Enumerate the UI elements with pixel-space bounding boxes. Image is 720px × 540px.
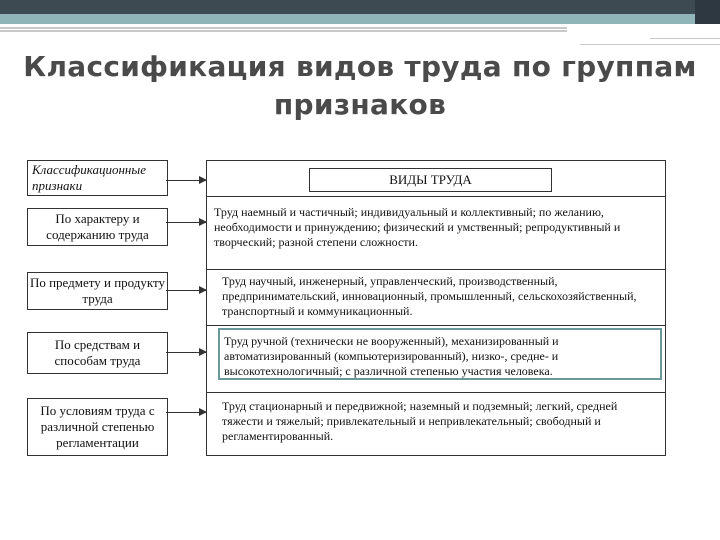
types-text-1: Труд наемный и частичный; индивидуальный и коллективный; по желанию, необходимости и принуждению; физический и умственный; репродуктивный и творческий; разной степени сложности. xyxy=(214,205,621,249)
top-right-block xyxy=(695,0,720,24)
arrow-connector xyxy=(166,290,206,291)
types-header: ВИДЫ ТРУДА xyxy=(309,168,552,192)
types-text-3: Труд ручной (технически не вооруженный), механизированный и автоматизированный (компьютеризированный), низко-, средне- и высокотехнологичный; с различной степенью участия человека. xyxy=(224,334,559,378)
decor-line xyxy=(0,27,567,29)
decor-line xyxy=(580,44,720,45)
criterion-label: По предмету и продукту труда xyxy=(29,275,166,306)
criterion-label: По условиям труда с различной степенью регламентации xyxy=(40,403,155,450)
slide-top-decoration xyxy=(0,0,720,28)
row-divider xyxy=(207,269,665,270)
left-header-box xyxy=(27,160,168,196)
criterion-label: По средствам и способам труда xyxy=(54,337,141,368)
arrow-connector xyxy=(166,180,206,181)
types-text-4: Труд стационарный и передвижной; наземный и подземный; легкий, средней тяжести и тяжелый; привлекательный и непривлекательный; свободный и регламентированный. xyxy=(222,399,618,443)
criterion-box-3 xyxy=(27,332,168,374)
decor-line xyxy=(650,38,720,39)
criterion-box-1 xyxy=(27,208,168,246)
left-header-label: Классификационные признаки xyxy=(32,162,146,193)
arrow-connector xyxy=(166,412,206,413)
criterion-box-2 xyxy=(27,272,168,310)
row-divider xyxy=(207,325,665,326)
arrow-connector xyxy=(166,352,206,353)
criterion-label: По характеру и содержанию труда xyxy=(46,211,149,242)
criterion-box-4 xyxy=(27,398,168,456)
arrow-connector xyxy=(166,222,206,223)
top-teal-bar xyxy=(0,14,695,24)
decor-line xyxy=(0,30,567,32)
top-dark-bar xyxy=(0,0,695,14)
types-text-2: Труд научный, инженерный, управленческий, производственный, предпринимательский, инновационный, промышленный, сельскохозяйственный, транспортный и коммуникационный. xyxy=(222,274,637,318)
row-divider xyxy=(207,392,665,393)
row-divider xyxy=(207,196,665,197)
slide-title: Классификация видов труда по группам признаков xyxy=(23,50,697,121)
